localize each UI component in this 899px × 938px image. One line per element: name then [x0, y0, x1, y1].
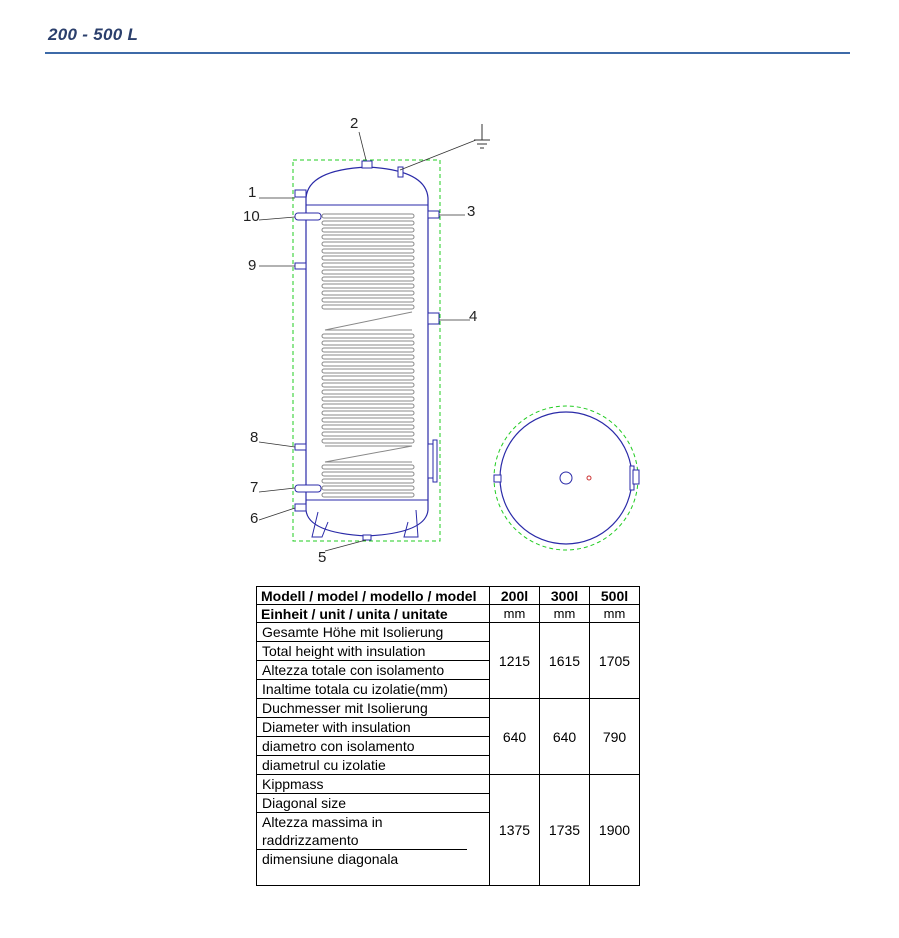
- connection-9: [295, 263, 306, 269]
- height-labels: [257, 623, 490, 699]
- callout-10: 10: [243, 208, 260, 225]
- height-label-en: Total height with insulation: [257, 642, 489, 661]
- diameter-label-de: Duchmesser mit Isolierung: [257, 699, 489, 718]
- page-title: 200 - 500 L: [48, 25, 139, 44]
- diameter-labels: [257, 699, 490, 775]
- diagonal-300: 1735: [540, 775, 590, 886]
- upper-coil-connector: [295, 213, 321, 220]
- diameter-300: 640: [540, 699, 590, 775]
- dimensions-table: [256, 586, 640, 886]
- units-col-200: mm: [490, 605, 540, 623]
- table-row-diagonal: [257, 775, 640, 886]
- units-col-300: mm: [540, 605, 590, 623]
- table-row-height: [257, 623, 640, 699]
- callout-2: 2: [350, 115, 359, 132]
- diameter-200: 640: [490, 699, 540, 775]
- lower-heat-exchanger-coil: [322, 446, 414, 497]
- callout-5: 5: [318, 549, 327, 566]
- callout-4: 4: [469, 308, 478, 325]
- diagonal-200: 1375: [490, 775, 540, 886]
- diameter-label-ro: diametrul cu izolatie: [262, 757, 386, 773]
- top-connection-view: [560, 472, 572, 484]
- diagonal-labels: [257, 775, 490, 886]
- header-col-300: 300l: [540, 587, 590, 605]
- anode-view: [587, 476, 591, 480]
- diagonal-500: 1900: [590, 775, 640, 886]
- table-units-row: [257, 605, 640, 623]
- diameter-500: 790: [590, 699, 640, 775]
- diagonal-label-ro: dimensiune diagonala: [262, 851, 399, 867]
- height-500: 1705: [590, 623, 640, 699]
- callout-6: 6: [250, 510, 259, 527]
- callout-7: 7: [250, 479, 259, 496]
- header-col-500: 500l: [590, 587, 640, 605]
- height-label-it: Altezza totale con isolamento: [257, 661, 489, 680]
- height-label-de: Gesamte Höhe mit Isolierung: [257, 623, 489, 642]
- diameter-label-it: diametro con isolamento: [257, 737, 489, 756]
- diagonal-label-it: Altezza massima in raddrizzamento: [257, 813, 467, 850]
- top-connection: [362, 161, 372, 168]
- callout-9: 9: [248, 257, 257, 274]
- connection-1: [295, 190, 306, 197]
- connection-8: [295, 444, 306, 450]
- upper-heat-exchanger-coil: [322, 214, 414, 443]
- diagonal-label-en: Diagonal size: [257, 794, 489, 813]
- header-label: Modell / model / modello / model: [257, 587, 490, 605]
- diameter-label-en: Diameter with insulation: [257, 718, 489, 737]
- inspection-flange-plate: [433, 440, 437, 482]
- diagonal-label-de: Kippmass: [257, 775, 489, 794]
- connection-3: [428, 211, 439, 218]
- height-200: 1215: [490, 623, 540, 699]
- anode-pipe: [398, 167, 403, 177]
- side-connection-view: [494, 475, 501, 482]
- table-row-diameter: [257, 699, 640, 775]
- callout-8: 8: [250, 429, 259, 446]
- units-col-500: mm: [590, 605, 640, 623]
- bottom-drain: [363, 535, 371, 540]
- callout-1: 1: [248, 184, 257, 201]
- connection-6: [295, 504, 306, 511]
- table-header-row: [257, 587, 640, 605]
- height-label-ro: Inaltime totala cu izolatie(mm): [262, 681, 448, 697]
- connection-4: [428, 313, 439, 324]
- tank-legs: [312, 510, 418, 537]
- height-300: 1615: [540, 623, 590, 699]
- earth-ground-icon: [474, 124, 490, 148]
- flange-top-view-plate: [633, 470, 639, 484]
- units-label: Einheit / unit / unita / unitate: [257, 605, 490, 623]
- callout-3: 3: [467, 203, 476, 220]
- lower-coil-connector: [295, 485, 321, 492]
- header-col-200: 200l: [490, 587, 540, 605]
